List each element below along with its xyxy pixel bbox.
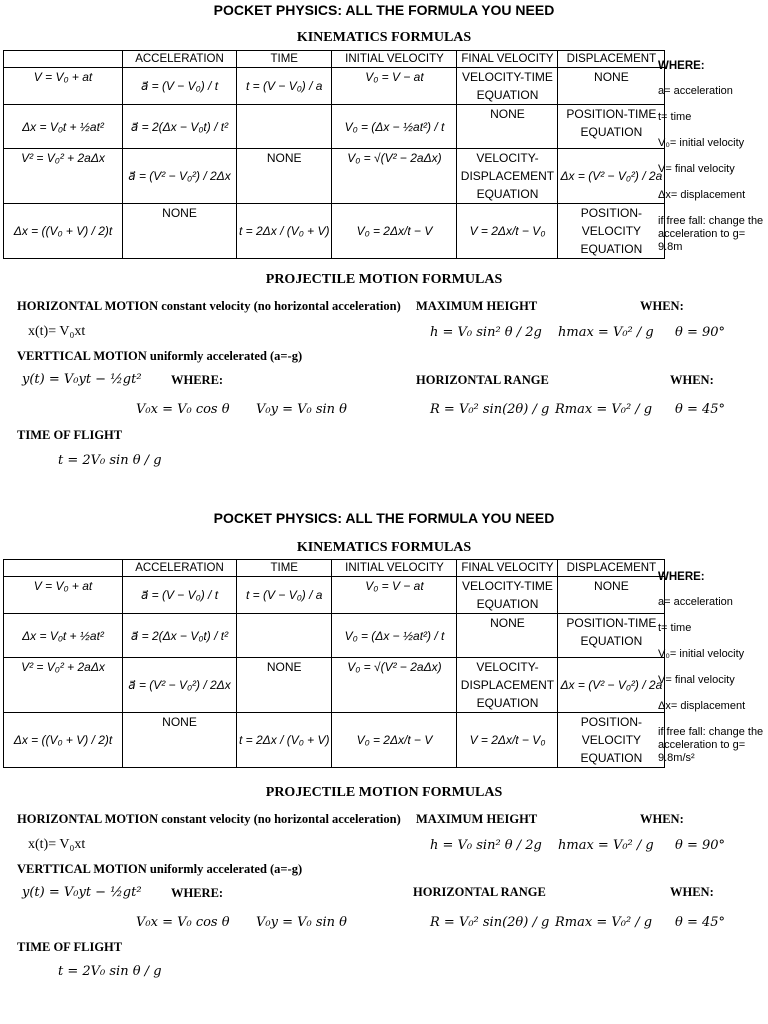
column-header: FINAL VELOCITY: [457, 51, 558, 68]
table-cell: Δx = ((V₀ + V) / 2)t: [4, 713, 123, 768]
rmax-equation: Rmax = V₀² / g: [555, 402, 653, 417]
table-cell: t = 2Δx / (V₀ + V): [237, 713, 332, 768]
maximum-height-equation: h = V₀ sin² θ / 2g: [430, 838, 542, 853]
table-cell: V₀ = V − at: [332, 577, 457, 614]
vertical-motion-label: VERTTICAL MOTION uniformly accelerated (a=-g): [17, 862, 303, 876]
formula-sheet-1: [0, 0, 768, 500]
time-of-flight-label: TIME OF FLIGHT: [17, 940, 123, 954]
table-cell: NONE: [123, 204, 237, 259]
table-cell: NONE: [558, 68, 665, 105]
when-label: WHEN:: [670, 373, 714, 387]
table-cell: V₀ = √(V² − 2aΔx): [332, 149, 457, 204]
legend-item: a= acceleration: [658, 85, 733, 97]
table-cell: Δx = (V² − V₀²) / 2a: [558, 658, 665, 713]
angle-45: θ = 45°: [675, 402, 726, 417]
table-cell: t = 2Δx / (V₀ + V): [237, 204, 332, 259]
column-header: [4, 51, 123, 68]
horizontal-motion-equation: x(t)= V₀xt: [28, 324, 86, 339]
where-legend: [658, 60, 766, 254]
velocity-y-component: V₀y = V₀ sin θ: [256, 402, 347, 417]
table-cell: VELOCITY-DISPLACEMENT EQUATION: [457, 658, 558, 713]
maximum-height-label: MAXIMUM HEIGHT: [416, 299, 538, 313]
hmax-equation: hmax = V₀² / g: [558, 325, 654, 340]
table-cell: V² = V₀² + 2aΔx: [4, 658, 123, 713]
table-cell: V₀ = V − at: [332, 68, 457, 105]
horizontal-range-label: HORIZONTAL RANGE: [416, 373, 549, 387]
table-cell: V = 2Δx/t − V₀: [457, 713, 558, 768]
hmax-equation: hmax = V₀² / g: [558, 838, 654, 853]
where-label: WHERE:: [171, 886, 224, 900]
table-row: [4, 658, 665, 713]
legend-item: V₀= initial velocity: [658, 137, 745, 149]
rmax-equation: Rmax = V₀² / g: [555, 915, 653, 930]
when-label: WHEN:: [640, 812, 684, 826]
where-heading: WHERE:: [658, 571, 705, 583]
table-row: [4, 68, 665, 105]
legend-item: V= final velocity: [658, 674, 735, 686]
table-cell: POSITION-TIME EQUATION: [558, 614, 665, 658]
projectile-heading: PROJECTILE MOTION FORMULAS: [265, 272, 503, 287]
table-cell: a⃗ = (V² − V₀²) / 2Δx: [123, 658, 237, 713]
range-equation: R = V₀² sin(2θ) / g: [430, 402, 550, 417]
table-row: [4, 713, 665, 768]
time-of-flight-equation: t = 2V₀ sin θ / g: [58, 964, 162, 979]
legend-item: t= time: [658, 622, 692, 634]
table-cell: V = V₀ + at: [4, 68, 123, 105]
table-cell: POSITION-TIME EQUATION: [558, 105, 665, 149]
table-cell: NONE: [558, 577, 665, 614]
table-cell: Δx = V₀t + ½at²: [4, 105, 123, 149]
projectile-heading: PROJECTILE MOTION FORMULAS: [265, 785, 503, 800]
sheet-title: POCKET PHYSICS: ALL THE FORMULA YOU NEED: [213, 510, 555, 526]
formula-sheet-2: [0, 510, 768, 1010]
column-header: DISPLACEMENT: [558, 51, 665, 68]
vertical-motion-equation: y(t) = V₀yt − ½gt²: [22, 885, 142, 900]
velocity-x-component: V₀x = V₀ cos θ: [136, 402, 230, 417]
table-cell: POSITION-VELOCITY EQUATION: [558, 204, 665, 259]
table-cell: [237, 614, 332, 658]
table-cell: t = (V − V₀) / a: [237, 68, 332, 105]
table-row: [4, 614, 665, 658]
column-header: FINAL VELOCITY: [457, 560, 558, 577]
table-cell: a⃗ = (V² − V₀²) / 2Δx: [123, 149, 237, 204]
table-row: [4, 149, 665, 204]
table-row: [4, 105, 665, 149]
column-header: INITIAL VELOCITY: [332, 560, 457, 577]
free-fall-note: if free fall: change the acceleration to g= 9.8m/s²: [658, 726, 764, 764]
when-label: WHEN:: [640, 299, 684, 313]
column-header: DISPLACEMENT: [558, 560, 665, 577]
when-label: WHEN:: [670, 885, 714, 899]
table-header-row: [4, 560, 665, 577]
table-cell: VELOCITY-TIME EQUATION: [457, 68, 558, 105]
horizontal-motion-label: HORIZONTAL MOTION constant velocity (no horizontal acceleration): [17, 812, 401, 826]
table-cell: [237, 105, 332, 149]
time-of-flight-label: TIME OF FLIGHT: [17, 428, 123, 442]
table-cell: NONE: [237, 149, 332, 204]
table-cell: V₀ = 2Δx/t − V: [332, 713, 457, 768]
table-cell: POSITION-VELOCITY EQUATION: [558, 713, 665, 768]
table-cell: a⃗ = 2(Δx − V₀t) / t²: [123, 614, 237, 658]
velocity-y-component: V₀y = V₀ sin θ: [256, 915, 347, 930]
table-cell: NONE: [457, 105, 558, 149]
where-legend: [658, 571, 766, 765]
where-label: WHERE:: [171, 373, 224, 387]
table-row: [4, 204, 665, 259]
free-fall-note: if free fall: change the acceleration to g= 9.8m: [658, 215, 764, 253]
table-cell: Δx = ((V₀ + V) / 2)t: [4, 204, 123, 259]
table-cell: NONE: [237, 658, 332, 713]
angle-90: θ = 90°: [675, 325, 726, 340]
table-row: [4, 577, 665, 614]
kinematics-heading: KINEMATICS FORMULAS: [296, 30, 472, 45]
table-cell: VELOCITY-TIME EQUATION: [457, 577, 558, 614]
legend-item: a= acceleration: [658, 596, 733, 608]
kinematics-table: [3, 50, 665, 259]
kinematics-heading: KINEMATICS FORMULAS: [296, 540, 472, 555]
table-cell: a⃗ = (V − V₀) / t: [123, 577, 237, 614]
table-cell: a⃗ = (V − V₀) / t: [123, 68, 237, 105]
table-cell: NONE: [457, 614, 558, 658]
table-cell: Δx = V₀t + ½at²: [4, 614, 123, 658]
vertical-motion-equation: y(t) = V₀yt − ½gt²: [22, 372, 142, 387]
column-header: INITIAL VELOCITY: [332, 51, 457, 68]
legend-item: Δx= displacement: [658, 700, 746, 712]
legend-item: V= final velocity: [658, 163, 735, 175]
range-equation: R = V₀² sin(2θ) / g: [430, 915, 550, 930]
where-heading: WHERE:: [658, 60, 705, 72]
column-header: TIME: [237, 51, 332, 68]
table-cell: V₀ = √(V² − 2aΔx): [332, 658, 457, 713]
kinematics-table: [3, 559, 665, 768]
horizontal-motion-equation: x(t)= V₀xt: [28, 837, 86, 852]
table-cell: V² = V₀² + 2aΔx: [4, 149, 123, 204]
table-cell: V₀ = (Δx − ½at²) / t: [332, 614, 457, 658]
table-cell: t = (V − V₀) / a: [237, 577, 332, 614]
maximum-height-label: MAXIMUM HEIGHT: [416, 812, 538, 826]
column-header: ACCELERATION: [123, 51, 237, 68]
column-header: TIME: [237, 560, 332, 577]
horizontal-range-label: HORIZONTAL RANGE: [413, 885, 546, 899]
maximum-height-equation: h = V₀ sin² θ / 2g: [430, 325, 542, 340]
vertical-motion-label: VERTTICAL MOTION uniformly accelerated (a=-g): [17, 349, 303, 363]
table-cell: NONE: [123, 713, 237, 768]
table-cell: V₀ = (Δx − ½at²) / t: [332, 105, 457, 149]
horizontal-motion-label: HORIZONTAL MOTION constant velocity (no horizontal acceleration): [17, 299, 401, 313]
table-cell: V = 2Δx/t − V₀: [457, 204, 558, 259]
table-cell: a⃗ = 2(Δx − V₀t) / t²: [123, 105, 237, 149]
table-cell: V₀ = 2Δx/t − V: [332, 204, 457, 259]
table-cell: V = V₀ + at: [4, 577, 123, 614]
legend-item: V₀= initial velocity: [658, 648, 745, 660]
time-of-flight-equation: t = 2V₀ sin θ / g: [58, 453, 162, 468]
column-header: ACCELERATION: [123, 560, 237, 577]
table-cell: VELOCITY-DISPLACEMENT EQUATION: [457, 149, 558, 204]
legend-item: Δx= displacement: [658, 189, 746, 201]
table-header-row: [4, 51, 665, 68]
legend-item: t= time: [658, 111, 692, 123]
sheet-title: POCKET PHYSICS: ALL THE FORMULA YOU NEED: [213, 2, 555, 18]
angle-45: θ = 45°: [675, 915, 726, 930]
table-cell: Δx = (V² − V₀²) / 2a: [558, 149, 665, 204]
angle-90: θ = 90°: [675, 838, 726, 853]
velocity-x-component: V₀x = V₀ cos θ: [136, 915, 230, 930]
column-header: [4, 560, 123, 577]
